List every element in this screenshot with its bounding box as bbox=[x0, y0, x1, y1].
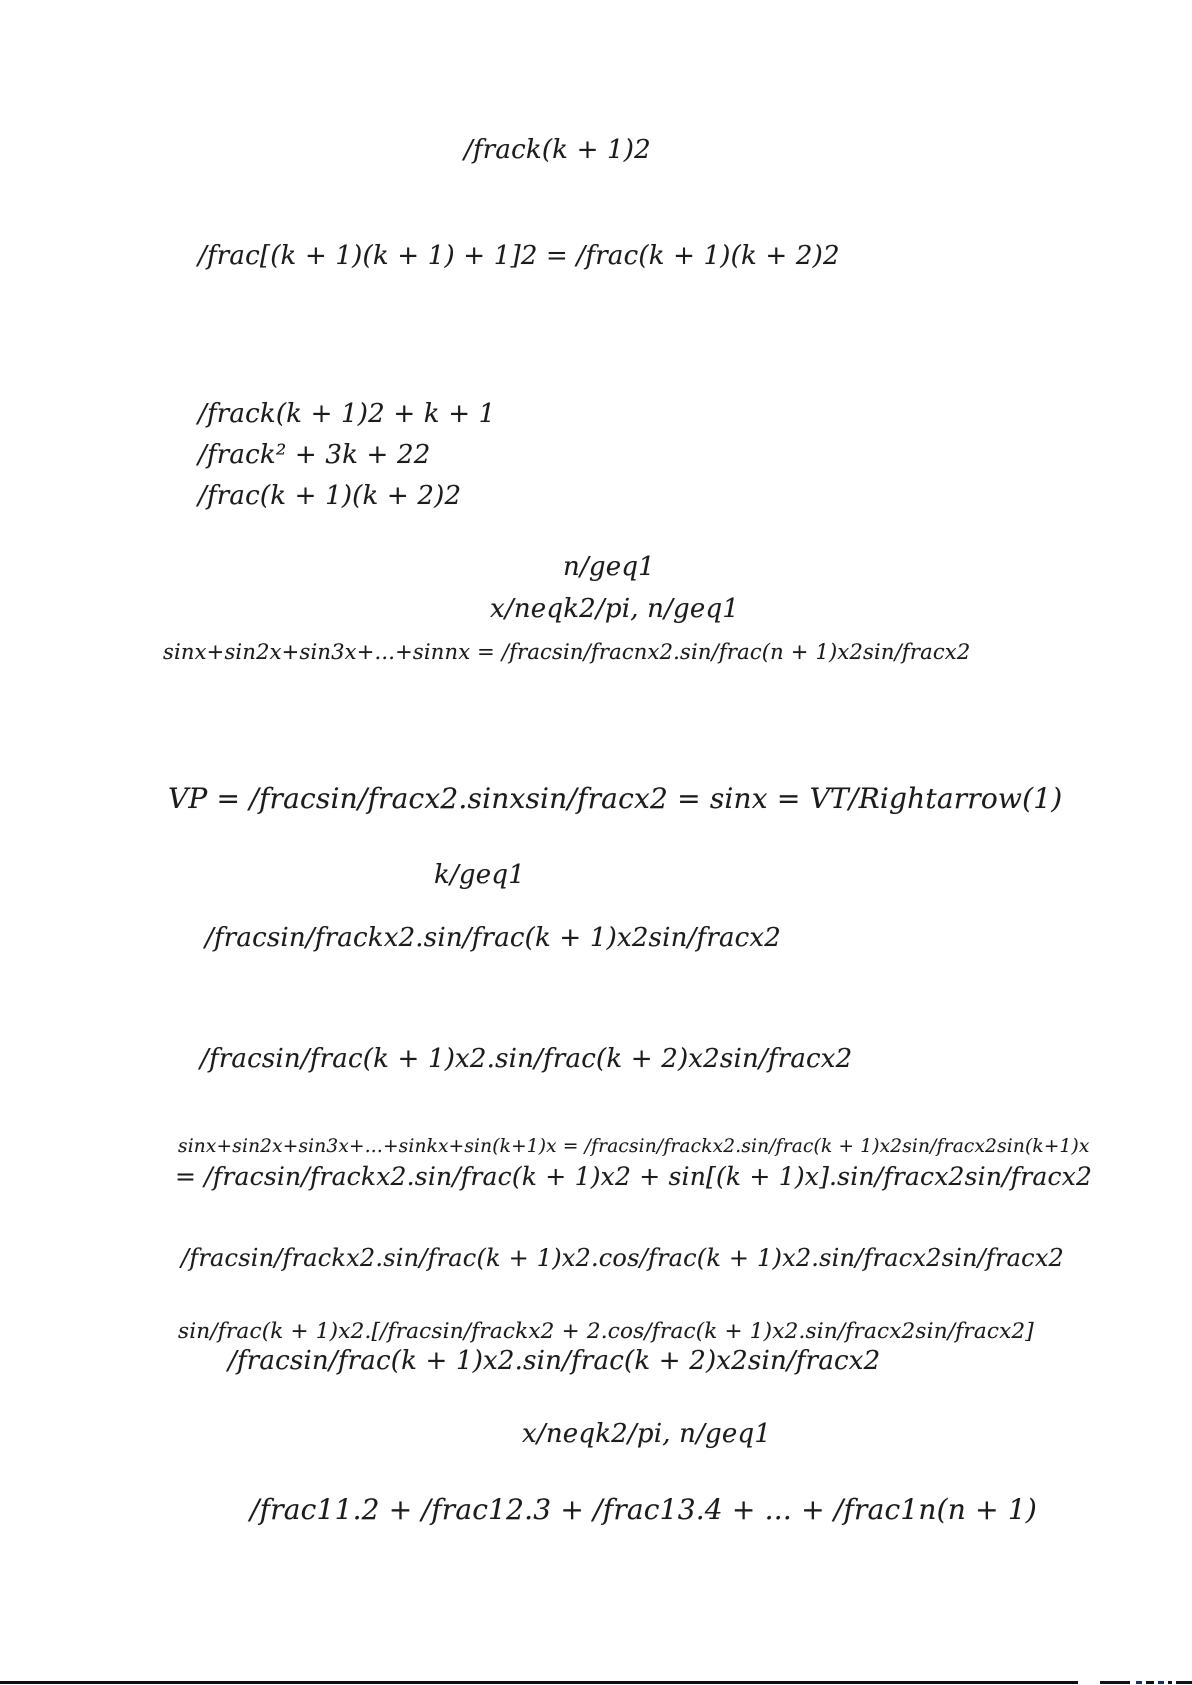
formula-line: /frac11.2 + /frac12.3 + /frac13.4 + ... + /frac1n(n + 1) bbox=[250, 1493, 1038, 1526]
formula-line: /fracsin/frackx2.sin/frac(k + 1)x2sin/fracx2 bbox=[205, 923, 782, 953]
formula-line: x/neqk2/pi, n/geq1 bbox=[522, 1419, 772, 1449]
formula-line: /frack² + 3k + 22 bbox=[198, 440, 431, 470]
formula-line: /fracsin/frackx2.sin/frac(k + 1)x2.cos/frac(k + 1)x2.sin/fracx2sin/fracx2 bbox=[181, 1244, 1065, 1272]
edge-mark bbox=[1136, 1681, 1142, 1684]
formula-line: /fracsin/frac(k + 1)x2.sin/frac(k + 2)x2sin/fracx2 bbox=[228, 1346, 881, 1376]
formula-line: VP = /fracsin/fracx2.sinxsin/fracx2 = sinx = VT/Rightarrow(1) bbox=[168, 782, 1063, 815]
edge-mark bbox=[1146, 1681, 1154, 1684]
formula-line: /frac(k + 1)(k + 2)2 bbox=[198, 481, 462, 511]
edge-mark bbox=[1158, 1681, 1164, 1684]
formula-line: k/geq1 bbox=[434, 860, 525, 890]
edge-mark bbox=[1176, 1681, 1192, 1684]
formula-line: /frack(k + 1)2 + k + 1 bbox=[198, 399, 496, 429]
edge-mark bbox=[1100, 1681, 1130, 1684]
formula-line: /frac[(k + 1)(k + 1) + 1]2 = /frac(k + 1)(k + 2)2 bbox=[198, 241, 840, 271]
formula-line: /frack(k + 1)2 bbox=[464, 135, 651, 165]
formula-line: x/neqk2/pi, n/geq1 bbox=[490, 594, 740, 624]
formula-line: n/geq1 bbox=[563, 552, 655, 582]
formula-line: sinx+sin2x+sin3x+...+sinnx = /fracsin/fracnx2.sin/frac(n + 1)x2sin/fracx2 bbox=[163, 640, 971, 664]
formula-line: sin/frac(k + 1)x2.[/fracsin/frackx2 + 2.cos/frac(k + 1)x2.sin/fracx2sin/fracx2] bbox=[178, 1319, 1034, 1344]
formula-line: /fracsin/frac(k + 1)x2.sin/frac(k + 2)x2sin/fracx2 bbox=[200, 1044, 853, 1074]
edge-mark bbox=[1168, 1681, 1172, 1684]
formula-line: sinx+sin2x+sin3x+...+sinkx+sin(k+1)x = /fracsin/frackx2.sin/frac(k + 1)x2sin/fracx2sin(k+1)x bbox=[178, 1136, 1090, 1157]
formula-line: = /fracsin/frackx2.sin/frac(k + 1)x2 + sin[(k + 1)x].sin/fracx2sin/fracx2 bbox=[175, 1162, 1093, 1191]
bottom-rule bbox=[0, 1681, 1078, 1684]
